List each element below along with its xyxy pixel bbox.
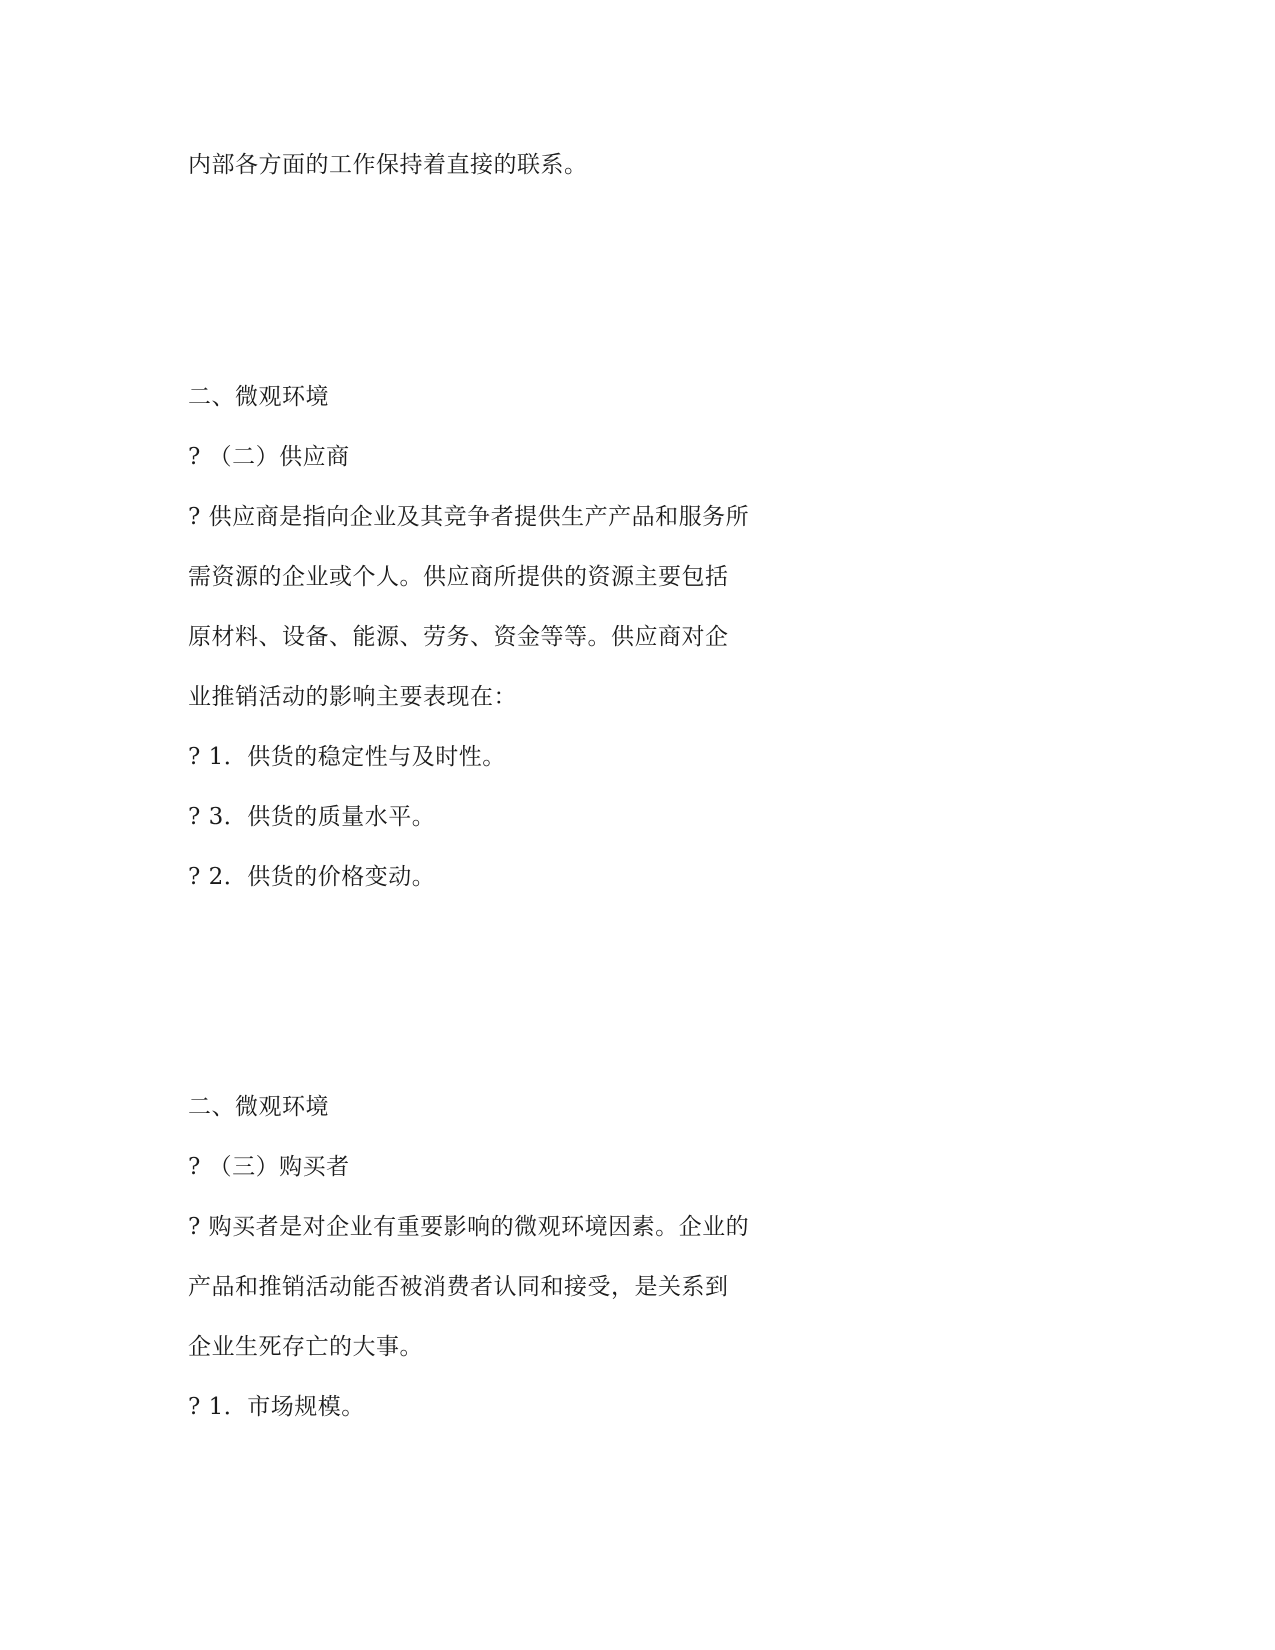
list-item: ? 1．供货的稳定性与及时性。 xyxy=(188,744,506,770)
subsection-heading: ? （二）供应商 xyxy=(188,444,350,470)
paragraph-line: 业推销活动的影响主要表现在： xyxy=(188,684,517,710)
paragraph-line: 企业生死存亡的大事。 xyxy=(188,1334,423,1360)
paragraph-line: ? 购买者是对企业有重要影响的微观环境因素。企业的 xyxy=(188,1214,750,1240)
paragraph-continuation: 内部各方面的工作保持着直接的联系。 xyxy=(188,152,588,178)
list-item: ? 2．供货的价格变动。 xyxy=(188,864,436,890)
section-heading: 二、微观环境 xyxy=(188,384,329,410)
subsection-heading: ? （三）购买者 xyxy=(188,1154,350,1180)
paragraph-line: 产品和推销活动能否被消费者认同和接受，是关系到 xyxy=(188,1274,729,1300)
paragraph-line: ? 供应商是指向企业及其竞争者提供生产产品和服务所 xyxy=(188,504,750,530)
paragraph-line: 需资源的企业或个人。供应商所提供的资源主要包括 xyxy=(188,564,729,590)
list-item: ? 1．市场规模。 xyxy=(188,1394,365,1420)
section-heading: 二、微观环境 xyxy=(188,1094,329,1120)
list-item: ? 3．供货的质量水平。 xyxy=(188,804,436,830)
paragraph-line: 原材料、设备、能源、劳务、资金等等。供应商对企 xyxy=(188,624,729,650)
